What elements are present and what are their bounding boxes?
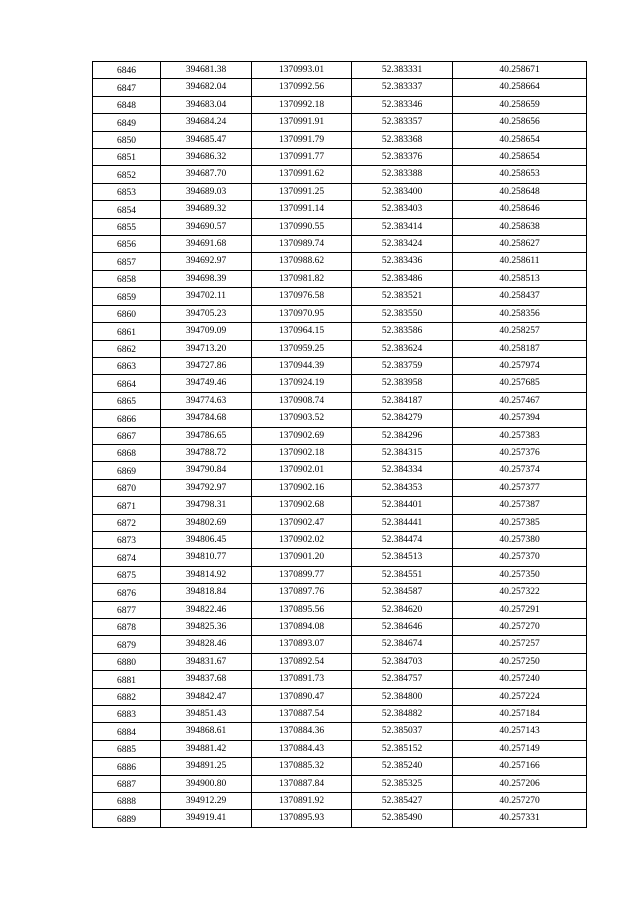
point-number-cell: 6868: [93, 444, 161, 461]
x-coordinate-cell: 394810.77: [161, 549, 252, 566]
table-row: [93, 653, 587, 670]
x-coordinate-cell: 394683.04: [161, 96, 252, 113]
table-row: [93, 514, 587, 531]
point-number-cell: 6867: [93, 427, 161, 444]
point-number-cell: 6880: [93, 653, 161, 670]
longitude-cell: 52.385325: [352, 775, 453, 792]
latitude-cell: 40.257143: [453, 723, 587, 740]
y-coordinate-cell: 1370990.55: [252, 218, 352, 235]
y-coordinate-cell: 1370895.93: [252, 810, 352, 827]
y-coordinate-cell: 1370884.36: [252, 723, 352, 740]
y-coordinate-cell: 1370901.20: [252, 549, 352, 566]
point-number-cell: 6854: [93, 201, 161, 218]
latitude-cell: 40.258654: [453, 131, 587, 148]
point-number-cell: 6860: [93, 305, 161, 322]
x-coordinate-cell: 394842.47: [161, 688, 252, 705]
longitude-cell: 52.383958: [352, 375, 453, 392]
x-coordinate-cell: 394814.92: [161, 566, 252, 583]
latitude-cell: 40.257270: [453, 619, 587, 636]
x-coordinate-cell: 394698.39: [161, 270, 252, 287]
longitude-cell: 52.384296: [352, 427, 453, 444]
table-row: [93, 357, 587, 374]
latitude-cell: 40.257206: [453, 775, 587, 792]
coordinates-table: [92, 61, 587, 828]
longitude-cell: 52.383486: [352, 270, 453, 287]
table-row: [93, 740, 587, 757]
longitude-cell: 52.383357: [352, 114, 453, 131]
point-number-cell: 6877: [93, 601, 161, 618]
longitude-cell: 52.385152: [352, 740, 453, 757]
table-row: [93, 793, 587, 810]
point-number-cell: 6863: [93, 357, 161, 374]
longitude-cell: 52.384401: [352, 497, 453, 514]
latitude-cell: 40.258356: [453, 305, 587, 322]
longitude-cell: 52.384703: [352, 653, 453, 670]
point-number-cell: 6884: [93, 723, 161, 740]
latitude-cell: 40.257383: [453, 427, 587, 444]
point-number-cell: 6870: [93, 479, 161, 496]
point-number-cell: 6850: [93, 131, 161, 148]
latitude-cell: 40.257184: [453, 706, 587, 723]
x-coordinate-cell: 394681.38: [161, 62, 252, 79]
y-coordinate-cell: 1370902.01: [252, 462, 352, 479]
x-coordinate-cell: 394687.70: [161, 166, 252, 183]
longitude-cell: 52.384757: [352, 671, 453, 688]
latitude-cell: 40.258611: [453, 253, 587, 270]
x-coordinate-cell: 394825.36: [161, 619, 252, 636]
point-number-cell: 6858: [93, 270, 161, 287]
point-number-cell: 6873: [93, 531, 161, 548]
y-coordinate-cell: 1370991.77: [252, 149, 352, 166]
longitude-cell: 52.384674: [352, 636, 453, 653]
table-row: [93, 758, 587, 775]
table-row: [93, 810, 587, 827]
latitude-cell: 40.257376: [453, 444, 587, 461]
y-coordinate-cell: 1370894.08: [252, 619, 352, 636]
x-coordinate-cell: 394774.63: [161, 392, 252, 409]
longitude-cell: 52.383368: [352, 131, 453, 148]
point-number-cell: 6889: [93, 810, 161, 827]
latitude-cell: 40.258656: [453, 114, 587, 131]
y-coordinate-cell: 1370902.69: [252, 427, 352, 444]
table-row: [93, 723, 587, 740]
latitude-cell: 40.258664: [453, 79, 587, 96]
x-coordinate-cell: 394689.03: [161, 183, 252, 200]
table-row: [93, 218, 587, 235]
table-row: [93, 323, 587, 340]
longitude-cell: 52.383521: [352, 288, 453, 305]
point-number-cell: 6851: [93, 149, 161, 166]
longitude-cell: 52.385037: [352, 723, 453, 740]
y-coordinate-cell: 1370897.76: [252, 584, 352, 601]
table-row: [93, 671, 587, 688]
longitude-cell: 52.383586: [352, 323, 453, 340]
latitude-cell: 40.257387: [453, 497, 587, 514]
longitude-cell: 52.383331: [352, 62, 453, 79]
latitude-cell: 40.258646: [453, 201, 587, 218]
x-coordinate-cell: 394900.80: [161, 775, 252, 792]
point-number-cell: 6885: [93, 740, 161, 757]
longitude-cell: 52.384441: [352, 514, 453, 531]
point-number-cell: 6853: [93, 183, 161, 200]
x-coordinate-cell: 394682.04: [161, 79, 252, 96]
longitude-cell: 52.385427: [352, 793, 453, 810]
table-row: [93, 601, 587, 618]
latitude-cell: 40.257240: [453, 671, 587, 688]
latitude-cell: 40.258671: [453, 62, 587, 79]
latitude-cell: 40.258659: [453, 96, 587, 113]
table-row: [93, 236, 587, 253]
table-row: [93, 270, 587, 287]
latitude-cell: 40.257166: [453, 758, 587, 775]
x-coordinate-cell: 394822.46: [161, 601, 252, 618]
y-coordinate-cell: 1370944.39: [252, 357, 352, 374]
y-coordinate-cell: 1370991.79: [252, 131, 352, 148]
table-row: [93, 375, 587, 392]
latitude-cell: 40.258513: [453, 270, 587, 287]
y-coordinate-cell: 1370959.25: [252, 340, 352, 357]
latitude-cell: 40.258638: [453, 218, 587, 235]
table-row: [93, 410, 587, 427]
y-coordinate-cell: 1370891.92: [252, 793, 352, 810]
longitude-cell: 52.383424: [352, 236, 453, 253]
longitude-cell: 52.384187: [352, 392, 453, 409]
latitude-cell: 40.258653: [453, 166, 587, 183]
longitude-cell: 52.383550: [352, 305, 453, 322]
x-coordinate-cell: 394790.84: [161, 462, 252, 479]
latitude-cell: 40.257394: [453, 410, 587, 427]
y-coordinate-cell: 1370884.43: [252, 740, 352, 757]
longitude-cell: 52.383388: [352, 166, 453, 183]
coordinates-table-body: [93, 62, 587, 828]
latitude-cell: 40.257377: [453, 479, 587, 496]
y-coordinate-cell: 1370989.74: [252, 236, 352, 253]
y-coordinate-cell: 1370902.68: [252, 497, 352, 514]
table-row: [93, 183, 587, 200]
longitude-cell: 52.384800: [352, 688, 453, 705]
point-number-cell: 6847: [93, 79, 161, 96]
point-number-cell: 6888: [93, 793, 161, 810]
longitude-cell: 52.384279: [352, 410, 453, 427]
table-row: [93, 706, 587, 723]
table-row: [93, 392, 587, 409]
latitude-cell: 40.257224: [453, 688, 587, 705]
latitude-cell: 40.257270: [453, 793, 587, 810]
y-coordinate-cell: 1370887.84: [252, 775, 352, 792]
x-coordinate-cell: 394727.86: [161, 357, 252, 374]
point-number-cell: 6857: [93, 253, 161, 270]
x-coordinate-cell: 394912.29: [161, 793, 252, 810]
table-row: [93, 775, 587, 792]
longitude-cell: 52.384551: [352, 566, 453, 583]
y-coordinate-cell: 1370893.07: [252, 636, 352, 653]
table-row: [93, 531, 587, 548]
point-number-cell: 6862: [93, 340, 161, 357]
table-row: [93, 497, 587, 514]
point-number-cell: 6886: [93, 758, 161, 775]
longitude-cell: 52.383400: [352, 183, 453, 200]
point-number-cell: 6852: [93, 166, 161, 183]
x-coordinate-cell: 394788.72: [161, 444, 252, 461]
point-number-cell: 6846: [93, 62, 161, 79]
y-coordinate-cell: 1370991.25: [252, 183, 352, 200]
point-number-cell: 6855: [93, 218, 161, 235]
table-row: [93, 427, 587, 444]
x-coordinate-cell: 394891.25: [161, 758, 252, 775]
y-coordinate-cell: 1370991.62: [252, 166, 352, 183]
x-coordinate-cell: 394806.45: [161, 531, 252, 548]
table-row: [93, 201, 587, 218]
y-coordinate-cell: 1370902.16: [252, 479, 352, 496]
table-row: [93, 636, 587, 653]
y-coordinate-cell: 1370908.74: [252, 392, 352, 409]
table-row: [93, 444, 587, 461]
y-coordinate-cell: 1370964.15: [252, 323, 352, 340]
y-coordinate-cell: 1370976.58: [252, 288, 352, 305]
latitude-cell: 40.257322: [453, 584, 587, 601]
table-row: [93, 549, 587, 566]
point-number-cell: 6875: [93, 566, 161, 583]
x-coordinate-cell: 394684.24: [161, 114, 252, 131]
latitude-cell: 40.257380: [453, 531, 587, 548]
longitude-cell: 52.385490: [352, 810, 453, 827]
latitude-cell: 40.258257: [453, 323, 587, 340]
y-coordinate-cell: 1370992.56: [252, 79, 352, 96]
y-coordinate-cell: 1370924.19: [252, 375, 352, 392]
table-row: [93, 131, 587, 148]
point-number-cell: 6874: [93, 549, 161, 566]
table-row: [93, 149, 587, 166]
point-number-cell: 6882: [93, 688, 161, 705]
longitude-cell: 52.384353: [352, 479, 453, 496]
y-coordinate-cell: 1370991.91: [252, 114, 352, 131]
point-number-cell: 6881: [93, 671, 161, 688]
x-coordinate-cell: 394868.61: [161, 723, 252, 740]
table-row: [93, 288, 587, 305]
x-coordinate-cell: 394689.32: [161, 201, 252, 218]
point-number-cell: 6848: [93, 96, 161, 113]
table-row: [93, 166, 587, 183]
y-coordinate-cell: 1370902.47: [252, 514, 352, 531]
point-number-cell: 6865: [93, 392, 161, 409]
x-coordinate-cell: 394686.32: [161, 149, 252, 166]
longitude-cell: 52.383436: [352, 253, 453, 270]
y-coordinate-cell: 1370887.54: [252, 706, 352, 723]
longitude-cell: 52.383337: [352, 79, 453, 96]
y-coordinate-cell: 1370885.32: [252, 758, 352, 775]
x-coordinate-cell: 394818.84: [161, 584, 252, 601]
table-row: [93, 305, 587, 322]
x-coordinate-cell: 394709.09: [161, 323, 252, 340]
latitude-cell: 40.257385: [453, 514, 587, 531]
point-number-cell: 6864: [93, 375, 161, 392]
x-coordinate-cell: 394749.46: [161, 375, 252, 392]
x-coordinate-cell: 394705.23: [161, 305, 252, 322]
longitude-cell: 52.384587: [352, 584, 453, 601]
longitude-cell: 52.384882: [352, 706, 453, 723]
latitude-cell: 40.257467: [453, 392, 587, 409]
longitude-cell: 52.383346: [352, 96, 453, 113]
x-coordinate-cell: 394713.20: [161, 340, 252, 357]
point-number-cell: 6883: [93, 706, 161, 723]
longitude-cell: 52.384334: [352, 462, 453, 479]
point-number-cell: 6856: [93, 236, 161, 253]
longitude-cell: 52.383624: [352, 340, 453, 357]
x-coordinate-cell: 394831.67: [161, 653, 252, 670]
y-coordinate-cell: 1370993.01: [252, 62, 352, 79]
y-coordinate-cell: 1370991.14: [252, 201, 352, 218]
latitude-cell: 40.258437: [453, 288, 587, 305]
point-number-cell: 6872: [93, 514, 161, 531]
y-coordinate-cell: 1370890.47: [252, 688, 352, 705]
x-coordinate-cell: 394702.11: [161, 288, 252, 305]
longitude-cell: 52.384474: [352, 531, 453, 548]
y-coordinate-cell: 1370988.62: [252, 253, 352, 270]
point-number-cell: 6869: [93, 462, 161, 479]
longitude-cell: 52.385240: [352, 758, 453, 775]
latitude-cell: 40.257331: [453, 810, 587, 827]
longitude-cell: 52.383414: [352, 218, 453, 235]
longitude-cell: 52.383759: [352, 357, 453, 374]
table-row: [93, 566, 587, 583]
x-coordinate-cell: 394828.46: [161, 636, 252, 653]
latitude-cell: 40.258187: [453, 340, 587, 357]
table-row: [93, 253, 587, 270]
point-number-cell: 6859: [93, 288, 161, 305]
table-row: [93, 619, 587, 636]
latitude-cell: 40.257257: [453, 636, 587, 653]
latitude-cell: 40.257291: [453, 601, 587, 618]
table-row: [93, 584, 587, 601]
x-coordinate-cell: 394784.68: [161, 410, 252, 427]
latitude-cell: 40.257350: [453, 566, 587, 583]
y-coordinate-cell: 1370903.52: [252, 410, 352, 427]
point-number-cell: 6887: [93, 775, 161, 792]
latitude-cell: 40.258648: [453, 183, 587, 200]
table-row: [93, 96, 587, 113]
longitude-cell: 52.384620: [352, 601, 453, 618]
latitude-cell: 40.257250: [453, 653, 587, 670]
longitude-cell: 52.384646: [352, 619, 453, 636]
y-coordinate-cell: 1370902.02: [252, 531, 352, 548]
x-coordinate-cell: 394792.97: [161, 479, 252, 496]
x-coordinate-cell: 394881.42: [161, 740, 252, 757]
latitude-cell: 40.257974: [453, 357, 587, 374]
y-coordinate-cell: 1370899.77: [252, 566, 352, 583]
point-number-cell: 6866: [93, 410, 161, 427]
latitude-cell: 40.258654: [453, 149, 587, 166]
longitude-cell: 52.383376: [352, 149, 453, 166]
y-coordinate-cell: 1370895.56: [252, 601, 352, 618]
point-number-cell: 6861: [93, 323, 161, 340]
y-coordinate-cell: 1370970.95: [252, 305, 352, 322]
latitude-cell: 40.258627: [453, 236, 587, 253]
point-number-cell: 6849: [93, 114, 161, 131]
x-coordinate-cell: 394798.31: [161, 497, 252, 514]
table-row: [93, 340, 587, 357]
x-coordinate-cell: 394802.69: [161, 514, 252, 531]
table-row: [93, 79, 587, 96]
y-coordinate-cell: 1370902.18: [252, 444, 352, 461]
table-row: [93, 462, 587, 479]
x-coordinate-cell: 394919.41: [161, 810, 252, 827]
point-number-cell: 6879: [93, 636, 161, 653]
point-number-cell: 6878: [93, 619, 161, 636]
y-coordinate-cell: 1370992.18: [252, 96, 352, 113]
latitude-cell: 40.257149: [453, 740, 587, 757]
latitude-cell: 40.257374: [453, 462, 587, 479]
x-coordinate-cell: 394786.65: [161, 427, 252, 444]
point-number-cell: 6871: [93, 497, 161, 514]
x-coordinate-cell: 394851.43: [161, 706, 252, 723]
x-coordinate-cell: 394837.68: [161, 671, 252, 688]
y-coordinate-cell: 1370981.82: [252, 270, 352, 287]
x-coordinate-cell: 394690.57: [161, 218, 252, 235]
y-coordinate-cell: 1370891.73: [252, 671, 352, 688]
x-coordinate-cell: 394692.97: [161, 253, 252, 270]
table-row: [93, 479, 587, 496]
longitude-cell: 52.384513: [352, 549, 453, 566]
x-coordinate-cell: 394691.68: [161, 236, 252, 253]
table-row: [93, 688, 587, 705]
table-row: [93, 114, 587, 131]
latitude-cell: 40.257370: [453, 549, 587, 566]
latitude-cell: 40.257685: [453, 375, 587, 392]
point-number-cell: 6876: [93, 584, 161, 601]
x-coordinate-cell: 394685.47: [161, 131, 252, 148]
longitude-cell: 52.384315: [352, 444, 453, 461]
longitude-cell: 52.383403: [352, 201, 453, 218]
y-coordinate-cell: 1370892.54: [252, 653, 352, 670]
table-row: [93, 62, 587, 79]
